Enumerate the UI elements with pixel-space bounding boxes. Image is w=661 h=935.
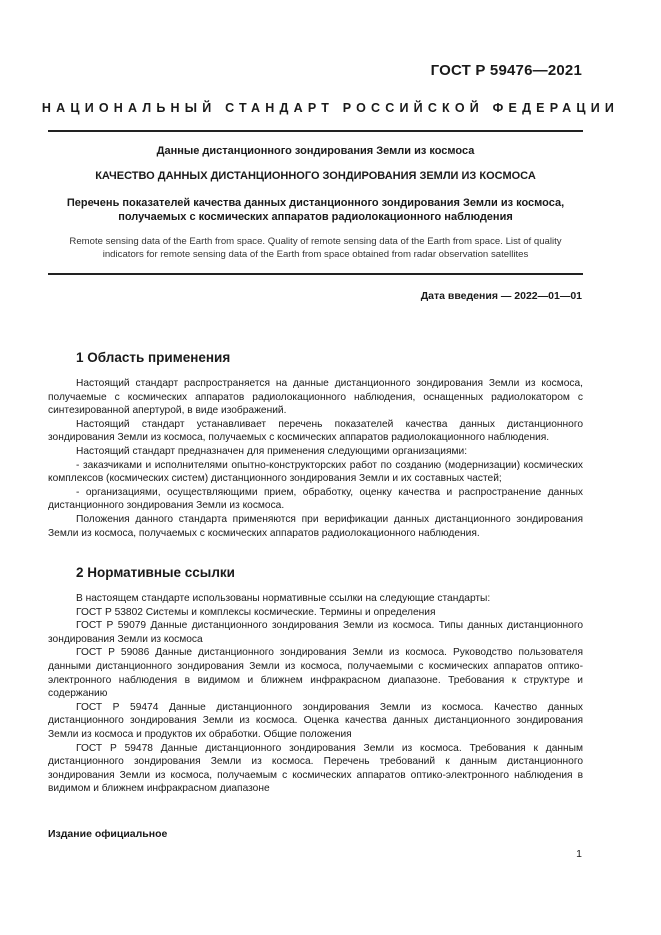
list-item: - организациями, осуществляющими прием, обработку, оценку качества и распространение данных дистанционного зондирования Земли из космоса. — [48, 486, 583, 512]
reference-item: ГОСТ Р 59079 Данные дистанционного зондирования Земли из космоса. Типы данных дистанционного зондирования Земли из космоса — [48, 620, 583, 645]
subtitle: Перечень показателей качества данных дистанционного зондирования Земли из космоса, получаемых с космических аппаратов радиолокационного наблюдения — [66, 197, 565, 223]
english-title: Remote sensing data of the Earth from space. Quality of remote sensing data of the Earth from space. List of quality indicators for remote sensing data of the Earth from space obtained from radar observation satellites — [69, 236, 562, 260]
official-edition-label: Издание официальное — [48, 828, 168, 840]
section-body-references — [48, 592, 583, 796]
list-item: - заказчиками и исполнителями опытно-конструкторских работ по созданию (модернизации) космических комплексов (космических систем) дистанционного зондирования Земли и их составных частей; — [48, 459, 583, 485]
page-number: 1 — [576, 848, 582, 860]
series-title: Данные дистанционного зондирования Земли из космоса — [156, 145, 475, 157]
paragraph: Настоящий стандарт распространяется на данные дистанционного зондирования Земли из космоса, получаемые с космических аппаратов радиолокационного наблюдения, оснащенных радиолокатором с синтезированной апертурой, в виде изображений. — [48, 378, 583, 417]
reference-item: ГОСТ Р 59478 Данные дистанционного зондирования Земли из космоса. Требования к данным дистанционного зондирования Земли из космоса. Перечень требований к данным дистанционного зондирования Земли из космоса, получаемым с космических аппаратов оптико-электронного наблюдения в видимом и ближнем инфракрасном диапазоне — [48, 742, 583, 795]
paragraph: В настоящем стандарте использованы нормативные ссылки на следующие стандарты: — [76, 593, 491, 604]
main-title: КАЧЕСТВО ДАННЫХ ДИСТАНЦИОННОГО ЗОНДИРОВАНИЯ ЗЕМЛИ ИЗ КОСМОСА — [95, 170, 536, 182]
reference-item: ГОСТ Р 53802 Системы и комплексы космические. Термины и определения — [76, 606, 436, 618]
paragraph: Настоящий стандарт устанавливает перечень показателей качества данных дистанционного зондирования Земли из космоса, получаемых с космических аппаратов радиолокационного наблюдения. — [48, 418, 583, 444]
paragraph: Положения данного стандарта применяются при верификации данных дистанционного зондирования Земли из космоса, получаемых с космических аппаратов радиолокационного наблюдения. — [48, 513, 583, 539]
reference-item: ГОСТ Р 59086 Данные дистанционного зондирования Земли из космоса. Руководство пользователя данными дистанционного зондирования Земли из космоса, получаемыми с космических аппаратов оптико-электронного наблюдения в видимом и ближнем инфракрасном диапазоне. Требования к структуре и содержанию — [48, 647, 583, 700]
section-heading-scope: 1 Область применения — [76, 350, 231, 365]
introduction-date: Дата введения — 2022—01—01 — [420, 290, 582, 302]
section-body-scope — [48, 377, 583, 540]
section-heading-references: 2 Нормативные ссылки — [76, 565, 235, 580]
document-code: ГОСТ Р 59476—2021 — [430, 62, 582, 79]
top-divider — [48, 130, 583, 132]
paragraph: Настоящий стандарт предназначен для применения следующими организациями: — [76, 445, 468, 457]
bottom-divider — [48, 273, 583, 275]
reference-item: ГОСТ Р 59474 Данные дистанционного зондирования Земли из космоса. Качество данных дистанционного зондирования Земли из космоса. Оценка качества данных дистанционного зондирования Земли из космоса и продуктов их обработки. Общие положения — [48, 701, 583, 740]
national-standard-heading: НАЦИОНАЛЬНЫЙ СТАНДАРТ РОССИЙСКОЙ ФЕДЕРАЦИИ — [41, 101, 620, 115]
